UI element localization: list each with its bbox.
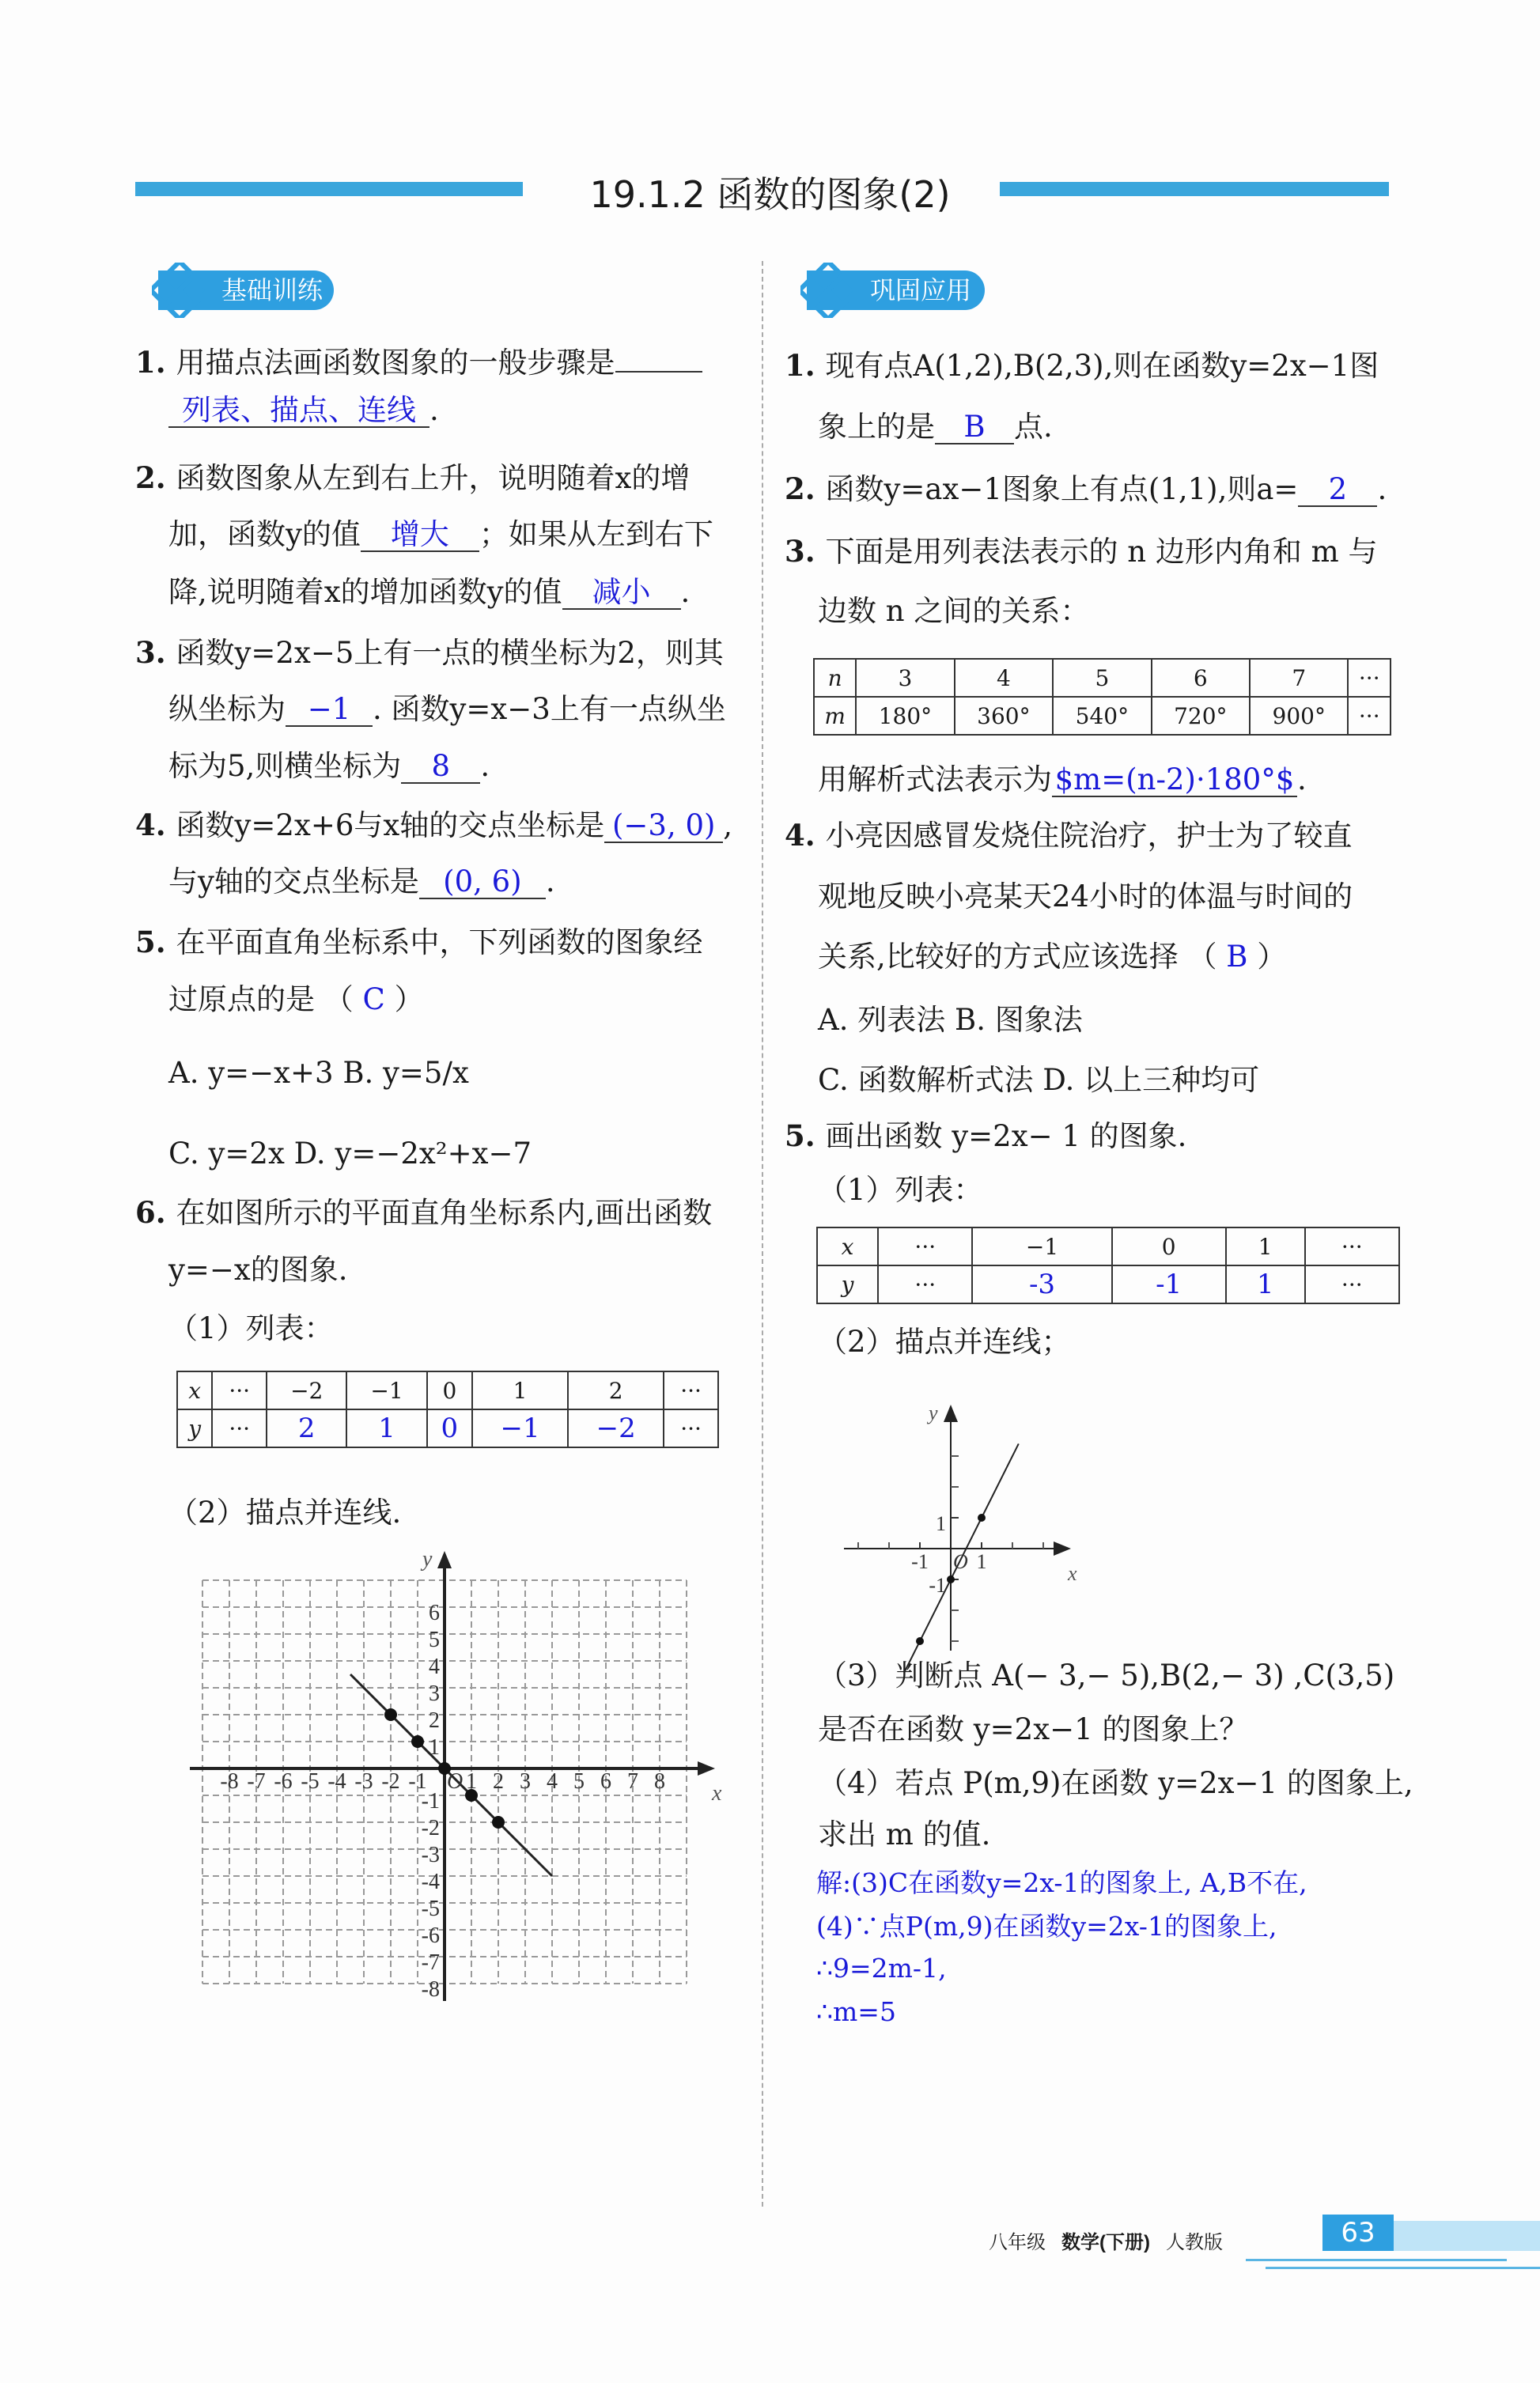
- origin-label: O: [447, 1769, 464, 1794]
- answer-blank: (−3, 0): [604, 810, 723, 843]
- question-text: ）: [1247, 940, 1287, 974]
- table-cell: 1: [1226, 1227, 1305, 1265]
- table-cell: 2: [267, 1409, 346, 1447]
- table-cell: -1: [1112, 1265, 1226, 1303]
- question-text: （2）描点并连线；: [818, 1324, 1071, 1359]
- answer-text: B: [1226, 940, 1248, 974]
- x-tick-label: 1: [466, 1769, 477, 1794]
- y-tick-label: -7: [421, 1950, 440, 1975]
- page-number: 63: [1322, 2215, 1394, 2251]
- y-tick-label: 1: [429, 1735, 440, 1760]
- y-axis-label: y: [422, 1547, 433, 1572]
- question-text: 求出 m 的值.: [818, 1817, 991, 1852]
- question-text: 点.: [1014, 409, 1053, 444]
- x-tick-label: 5: [573, 1769, 585, 1794]
- x-tick-label: 1: [976, 1550, 987, 1573]
- table-cell: y: [817, 1265, 878, 1303]
- x-tick-label: -6: [274, 1769, 293, 1794]
- table-cell: ···: [664, 1371, 718, 1409]
- question-text: 用解析式法表示为: [818, 762, 1052, 797]
- question-text: 函数y=ax−1图象上有点(1,1),则a=: [825, 471, 1299, 506]
- answer-text: ∴9=2m-1,: [816, 1953, 947, 1984]
- table-cell: 360°: [955, 697, 1053, 735]
- x-tick-label: 8: [654, 1769, 665, 1794]
- footer-grade: 八年级: [989, 2232, 1046, 2253]
- question-text: 边数 n 之间的关系：: [818, 594, 1090, 629]
- question-text: .: [1297, 762, 1307, 797]
- table-cell: 5: [1053, 659, 1151, 697]
- y-tick-label: 3: [429, 1681, 440, 1706]
- question-text: .: [1377, 471, 1387, 506]
- y-tick-label: -3: [421, 1843, 440, 1867]
- answer-blank: 8: [401, 751, 480, 784]
- x-axis-label: x: [1068, 1562, 1077, 1585]
- table-cell: −2: [568, 1409, 664, 1447]
- y-tick-label: -1: [421, 1789, 440, 1814]
- question-text: ；如果从左到右下: [479, 517, 713, 552]
- origin-label: O: [953, 1550, 968, 1573]
- question-text: 标为5,则横坐标为: [168, 749, 402, 783]
- table-cell: y: [177, 1409, 212, 1447]
- x-tick-label: -1: [408, 1769, 427, 1794]
- data-point: [978, 1514, 986, 1522]
- table-cell: ···: [1348, 659, 1391, 697]
- table-cell: ···: [1305, 1265, 1399, 1303]
- answer-blank: −1: [286, 694, 373, 727]
- x-tick-label: -5: [301, 1769, 320, 1794]
- question-text: 在平面直角坐标系中，下列函数的图象经: [176, 925, 703, 960]
- table-cell: 4: [955, 659, 1053, 697]
- y-tick-label: -4: [421, 1870, 440, 1894]
- question-text: 观地反映小亮某天24小时的体温与时间的: [818, 879, 1353, 914]
- question-number: 2.: [135, 460, 176, 496]
- question-text: .: [480, 749, 490, 783]
- question-number: 6.: [135, 1195, 176, 1231]
- question-text: 函数y=2x−5上有一点的横坐标为2，则其: [176, 635, 724, 670]
- x-tick-label: 4: [547, 1769, 558, 1794]
- question-text: （3）判断点 A(− 3,− 5),B(2,− 3) ,C(3,5): [818, 1658, 1395, 1693]
- x-tick-label: -4: [327, 1769, 346, 1794]
- question-text: 下面是用列表法表示的 n 边形内角和 m 与: [825, 535, 1378, 569]
- table-cell: 2: [568, 1371, 664, 1409]
- section-title: 基础训练: [221, 275, 324, 305]
- question-text: （2）描点并连线.: [168, 1496, 402, 1530]
- y-tick-label: -8: [421, 1977, 440, 2002]
- table-cell: 6: [1152, 659, 1250, 697]
- table-cell: 1: [472, 1371, 568, 1409]
- question-text: 纵坐标为: [168, 691, 286, 726]
- data-point: [492, 1816, 505, 1829]
- question-text: .: [545, 864, 555, 899]
- question-text: ,: [723, 808, 733, 843]
- data-point: [411, 1735, 424, 1748]
- y-tick-label: 6: [429, 1601, 440, 1625]
- question-text: y=−x的图象.: [168, 1252, 348, 1287]
- y-tick-label: 1: [936, 1512, 946, 1535]
- question-text: 现有点A(1,2),B(2,3),则在函数y=2x−1图: [825, 348, 1379, 383]
- answer-text: C: [362, 982, 385, 1016]
- table-cell: ···: [664, 1409, 718, 1447]
- table-cell: ···: [212, 1371, 267, 1409]
- table-cell: 0: [427, 1409, 472, 1447]
- table-cell: ···: [878, 1227, 972, 1265]
- question-text: （4）若点 P(m,9)在函数 y=2x−1 的图象上,: [818, 1766, 1413, 1801]
- x-tick-label: -3: [354, 1769, 373, 1794]
- table-cell: 1: [346, 1409, 426, 1447]
- page-title: 19.1.2 函数的图象(2): [589, 173, 951, 216]
- question-number: 4.: [785, 818, 826, 853]
- y-tick-label: -5: [421, 1897, 440, 1921]
- table-cell: 3: [856, 659, 954, 697]
- question-text: 小亮因感冒发烧住院治疗，护士为了较直: [825, 819, 1353, 853]
- table-cell: −1: [346, 1371, 426, 1409]
- question-text: （1）列表：: [168, 1311, 334, 1345]
- y-axis-label: y: [929, 1401, 938, 1424]
- question-number: 3.: [135, 634, 176, 670]
- question-text: A. y=−x+3 B. y=5/x: [168, 1055, 469, 1090]
- table-cell: -3: [972, 1265, 1111, 1303]
- table-cell: −2: [267, 1371, 346, 1409]
- x-tick-label: 7: [627, 1769, 638, 1794]
- answer-blank: B: [935, 411, 1014, 444]
- data-point: [916, 1637, 924, 1645]
- answer-blank: 增大: [361, 519, 479, 552]
- answer-blank: $m=(n-2)·180°$: [1052, 764, 1297, 797]
- x-tick-label: -8: [220, 1769, 239, 1794]
- section-title: 巩固应用: [870, 275, 972, 305]
- answer-text: 解:(3)C在函数y=2x-1的图象上, A,B不在,: [816, 1867, 1307, 1898]
- y-tick-label: -6: [421, 1923, 440, 1948]
- table-cell: 7: [1250, 659, 1348, 697]
- question-text: . 函数y=x−3上有一点纵坐: [373, 691, 726, 726]
- table-cell: 0: [1112, 1227, 1226, 1265]
- question-text: 加，函数y的值: [168, 517, 361, 552]
- table-cell: m: [814, 697, 856, 735]
- question-text: C. y=2x D. y=−2x²+x−7: [168, 1137, 532, 1171]
- table-cell: ···: [212, 1409, 267, 1447]
- question-text: .: [429, 392, 439, 427]
- question-number: 5.: [135, 925, 176, 960]
- table-cell: ···: [1305, 1227, 1399, 1265]
- y-tick-label: -2: [421, 1816, 440, 1840]
- y-tick-label: -1: [929, 1574, 946, 1597]
- answer-blank: 减小: [562, 577, 681, 610]
- answer-blank: 列表、描点、连线: [168, 395, 429, 428]
- x-tick-label: -2: [381, 1769, 400, 1794]
- question-text: 是否在函数 y=2x−1 的图象上？: [818, 1712, 1249, 1746]
- y-axis-arrow-icon: [437, 1551, 452, 1568]
- table-cell: 180°: [856, 697, 954, 735]
- x-axis-arrow-icon: [1054, 1541, 1071, 1556]
- footer: [989, 2226, 1223, 2254]
- question-text: 画出函数 y=2x− 1 的图象.: [825, 1119, 1187, 1154]
- table-cell: 1: [1226, 1265, 1305, 1303]
- y-tick-label: 5: [429, 1628, 440, 1652]
- question-text: .: [680, 574, 691, 609]
- x-axis-label: x: [712, 1781, 722, 1806]
- table-cell: −1: [472, 1409, 568, 1447]
- table-cell: n: [814, 659, 856, 697]
- table-cell: −1: [972, 1227, 1111, 1265]
- x-tick-label: -7: [247, 1769, 266, 1794]
- question-text: 函数图象从左到右上升，说明随着x的增: [176, 461, 691, 496]
- x-axis-arrow-icon: [698, 1761, 715, 1776]
- y-axis-arrow-icon: [944, 1405, 958, 1422]
- question-text: 象上的是: [818, 409, 935, 444]
- table-cell: x: [817, 1227, 878, 1265]
- footer-edition: 人教版: [1166, 2232, 1224, 2253]
- table-cell: x: [177, 1371, 212, 1409]
- question-text: 用描点法画函数图象的一般步骤是: [176, 345, 615, 380]
- table-cell: ···: [878, 1265, 972, 1303]
- footer-rule: [1266, 2267, 1540, 2269]
- x-tick-label: 6: [600, 1769, 611, 1794]
- question-text: 与y轴的交点坐标是: [168, 864, 419, 899]
- data-point: [384, 1708, 397, 1721]
- question-number: 5.: [785, 1118, 826, 1154]
- question-number: 1.: [135, 344, 176, 380]
- question-number: 3.: [785, 534, 826, 569]
- table-cell: 900°: [1250, 697, 1348, 735]
- question-text: ）: [384, 982, 424, 1016]
- answer-blank: (0, 6): [419, 866, 546, 899]
- answer-text: (4)∵点P(m,9)在函数y=2x-1的图象上,: [816, 1910, 1277, 1942]
- question-text: 在如图所示的平面直角坐标系内,画出函数: [176, 1196, 713, 1231]
- x-tick-label: -1: [911, 1550, 929, 1573]
- footer-rule: [1246, 2259, 1507, 2261]
- question-text: 关系,比较好的方式应该选择 （: [818, 940, 1227, 974]
- data-point: [947, 1575, 955, 1583]
- question-text: 过原点的是 （: [168, 982, 363, 1016]
- table-cell: ···: [1348, 697, 1391, 735]
- question-text: 降,说明随着x的增加函数y的值: [168, 574, 562, 609]
- footer-strip: [1394, 2221, 1540, 2251]
- question-text: （1）列表：: [818, 1172, 983, 1207]
- table-cell: 540°: [1053, 697, 1151, 735]
- y-tick-label: 4: [429, 1655, 440, 1679]
- footer-subject: 数学(下册): [1061, 2232, 1150, 2253]
- answer-blank: 2: [1298, 474, 1377, 507]
- question-text: A. 列表法 B. 图象法: [818, 1003, 1083, 1038]
- question-number: 4.: [135, 808, 176, 843]
- table-cell: 0: [427, 1371, 472, 1409]
- answer-text: ∴m=5: [816, 1996, 896, 2028]
- question-number: 1.: [785, 347, 826, 383]
- table-cell: 720°: [1152, 697, 1250, 735]
- question-text: C. 函数解析式法 D. 以上三种均可: [818, 1063, 1260, 1098]
- question-text: 函数y=2x+6与x轴的交点坐标是: [176, 808, 605, 843]
- y-tick-label: 2: [429, 1708, 440, 1733]
- x-tick-label: 2: [493, 1769, 504, 1794]
- question-number: 2.: [785, 471, 826, 506]
- x-tick-label: 3: [520, 1769, 531, 1794]
